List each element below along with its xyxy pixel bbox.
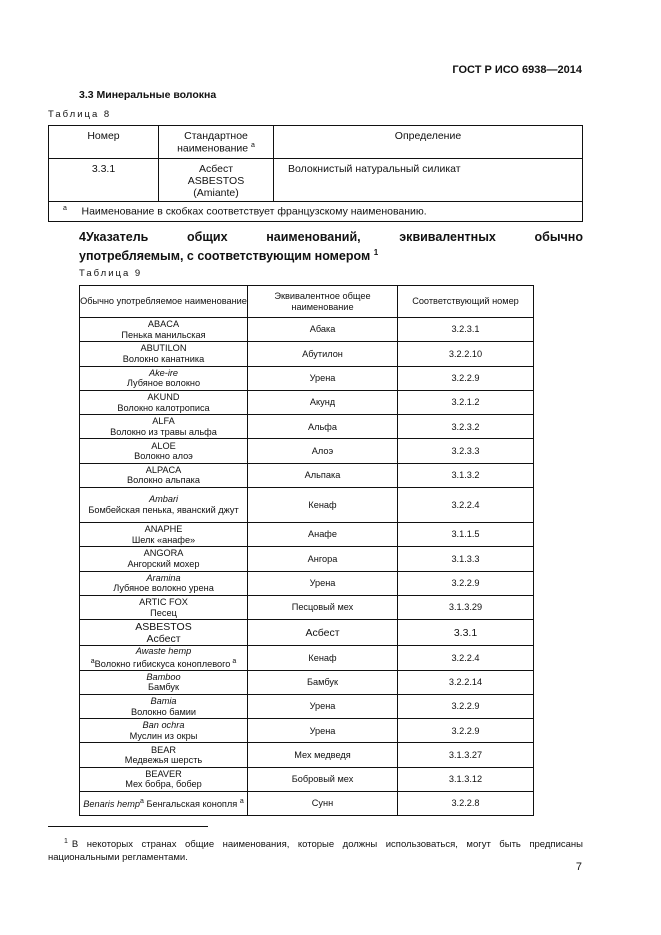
table8-cell-number: 3.3.1 <box>49 159 159 202</box>
table-row <box>80 719 534 743</box>
fiber-name-russian: Мех бобра, бобер <box>125 779 202 790</box>
table9-cell-number: 3.2.2.9 <box>398 719 534 743</box>
table8-caption: Таблица 8 <box>48 109 112 120</box>
fiber-name-latin: Ake-ire <box>148 367 179 378</box>
table9-cell-equivalent: Урена <box>248 571 398 595</box>
fiber-name-latin: ANGORA <box>143 548 184 559</box>
table9-cell-number: 3.2.2.4 <box>398 646 534 670</box>
section4-word-2: общих <box>186 230 228 244</box>
table-row <box>80 767 534 791</box>
footnote-text: В некоторых странах общие наименования, которые должны использоваться, могут быть предписаны национальными регламентами. <box>48 839 583 863</box>
table9-caption: Таблица 9 <box>79 268 143 279</box>
note-mark: a <box>139 798 144 806</box>
fiber-name-russian: Волокно гибискуса коноплевого <box>94 658 231 669</box>
fiber-name-russian: Ангорский мохер <box>127 559 200 570</box>
fiber-name-latin: BEAVER <box>145 768 182 779</box>
table9-header-usual-name: Обычно употребляемое наименование <box>80 286 248 318</box>
section4-word-1: Указатель <box>85 230 149 244</box>
table9-cell-number: 3.2.3.1 <box>398 318 534 342</box>
fiber-name-latin: ALFA <box>152 416 175 427</box>
table-row <box>80 523 534 547</box>
table-row <box>80 463 534 487</box>
table9-cell-equivalent: Урена <box>248 694 398 718</box>
table9-cell-usual-name <box>80 318 248 342</box>
fiber-name-russian: Волокно алоэ <box>134 451 193 462</box>
footnote <box>48 836 583 864</box>
fiber-name-latin: Bamia <box>150 695 177 706</box>
table8-name-ru: Асбест <box>198 163 234 175</box>
table9-cell-equivalent: Урена <box>248 366 398 390</box>
fiber-name-russian: Волокно бамии <box>130 706 197 717</box>
table9-cell-equivalent: Альпака <box>248 463 398 487</box>
table-row <box>80 318 534 342</box>
table-row <box>80 571 534 595</box>
table9-cell-number: 3.2.2.8 <box>398 792 534 816</box>
fiber-name-latin: ALPACA <box>145 464 182 475</box>
fiber-name-russian: Шелк «анафе» <box>131 534 196 545</box>
section4-number: 4 <box>79 230 86 244</box>
section-title-3-3: 3.3 Минеральные волокна <box>79 89 217 101</box>
table-row <box>80 670 534 694</box>
table-row <box>80 547 534 571</box>
fiber-name-russian: Лубяное волокно урена <box>113 583 214 594</box>
table9-cell-number: 3.2.2.10 <box>398 342 534 366</box>
table9-cell-usual-name <box>80 390 248 414</box>
table9-cell-equivalent: Бобровый мех <box>248 767 398 791</box>
note-mark: a <box>90 657 95 665</box>
table8-header-note-mark: a <box>251 142 255 149</box>
fiber-name-russian: Песец <box>150 607 177 618</box>
table9-cell-usual-name <box>80 792 248 816</box>
table9-cell-number: 3.2.2.14 <box>398 670 534 694</box>
table9-cell-usual-name <box>80 488 248 523</box>
table-row <box>80 743 534 767</box>
fiber-name-russian: Муслин из окры <box>129 730 198 741</box>
table9-cell-number: 3.1.3.12 <box>398 767 534 791</box>
fiber-name-russian: Бенгальская конопля <box>146 799 238 810</box>
table9-cell-number: 3.1.3.3 <box>398 547 534 571</box>
table9-cell-number: 3.2.2.9 <box>398 366 534 390</box>
table-row <box>80 620 534 646</box>
table8-cell-name <box>159 159 274 202</box>
table9-cell-number: 3.2.1.2 <box>398 390 534 414</box>
table9-cell-equivalent: Абутилон <box>248 342 398 366</box>
table9-cell-usual-name <box>80 415 248 439</box>
table9-cell-equivalent: Кенаф <box>248 488 398 523</box>
fiber-name-latin: Awaste hemp <box>135 646 192 657</box>
table-8 <box>48 125 583 222</box>
table8-cell-definition: Волокнистый натуральный силикат <box>274 159 583 202</box>
table-row <box>80 415 534 439</box>
table9-cell-equivalent: Бамбук <box>248 670 398 694</box>
section4-line2: употребляемым, с соответствующим номером <box>79 249 371 264</box>
table9-cell-number: 3.1.3.2 <box>398 463 534 487</box>
table-row <box>80 390 534 414</box>
table9-cell-equivalent: Кенаф <box>248 646 398 670</box>
table9-header-equivalent: Эквивалентное общее наименование <box>248 286 398 318</box>
table9-cell-usual-name <box>80 342 248 366</box>
table9-cell-equivalent: Альфа <box>248 415 398 439</box>
table8-note <box>49 202 583 222</box>
table9-cell-equivalent: Песцовый мех <box>248 595 398 619</box>
table8-header-standard-label: Стандартное наименование <box>177 130 249 155</box>
table-row <box>80 366 534 390</box>
fiber-name-latin: ARTIC FOX <box>139 597 188 608</box>
table9-cell-number: 3.1.3.27 <box>398 743 534 767</box>
table-row <box>80 342 534 366</box>
table9-header-number: Соответствующий номер <box>398 286 534 318</box>
fiber-name-russian: Медвежья шерсть <box>124 755 203 766</box>
table8-note-mark: a <box>63 205 67 212</box>
fiber-name-latin: Bamboo <box>146 671 181 682</box>
fiber-name-russian: Волокно калотрописа <box>117 402 210 413</box>
table9-cell-usual-name <box>80 670 248 694</box>
section4-word-4: эквивалентных <box>399 230 496 244</box>
table-9 <box>79 285 534 816</box>
footnote-ref: 1 <box>373 248 379 257</box>
table-row <box>80 488 534 523</box>
note-mark: a <box>239 798 244 806</box>
table9-cell-usual-name <box>80 595 248 619</box>
table9-cell-usual-name <box>80 620 248 646</box>
table9-cell-usual-name <box>80 767 248 791</box>
table8-note-text: Наименование в скобках соответствует французскому наименованию. <box>81 205 427 218</box>
table9-cell-number: 3.2.2.4 <box>398 488 534 523</box>
table9-cell-usual-name <box>80 439 248 463</box>
fiber-name-latin: ALOE <box>151 440 176 451</box>
fiber-name-russian: Асбест <box>146 632 181 645</box>
table9-cell-equivalent: Асбест <box>248 620 398 646</box>
table9-cell-number: 3.1.3.29 <box>398 595 534 619</box>
fiber-name-russian: Лубяное волокно <box>126 378 201 389</box>
table9-cell-equivalent: Алоэ <box>248 439 398 463</box>
table9-cell-equivalent: Акунд <box>248 390 398 414</box>
note-mark: a <box>232 657 237 665</box>
fiber-name-russian: Бомбейская пенька, яванский джут <box>88 505 239 516</box>
table9-cell-number: 3.2.3.3 <box>398 439 534 463</box>
fiber-name-russian: Пенька манильская <box>121 329 206 340</box>
table9-cell-usual-name <box>80 646 248 670</box>
table9-cell-number: 3.2.2.9 <box>398 571 534 595</box>
table-row <box>80 792 534 816</box>
table9-cell-equivalent: Ангора <box>248 547 398 571</box>
table9-cell-equivalent: Сунн <box>248 792 398 816</box>
fiber-name-russian: Волокно из травы альфа <box>110 426 217 437</box>
table-row <box>80 439 534 463</box>
fiber-name-russian: Волокно канатника <box>122 353 205 364</box>
table8-header-number: Номер <box>49 126 159 159</box>
fiber-name-latin: Ambari <box>148 494 179 505</box>
table9-cell-usual-name <box>80 571 248 595</box>
fiber-name-latin: Benaris hemp <box>83 799 140 810</box>
table9-cell-usual-name <box>80 366 248 390</box>
page-number: 7 <box>575 861 582 873</box>
table9-cell-number: 3.2.2.9 <box>398 694 534 718</box>
table8-name-fr: (Amiante) <box>193 187 239 199</box>
table8-header-standard-name <box>159 126 274 159</box>
footnote-mark: 1 <box>64 838 68 845</box>
table9-cell-usual-name <box>80 547 248 571</box>
section-title-4 <box>79 229 583 264</box>
table9-cell-usual-name <box>80 719 248 743</box>
table-row <box>80 595 534 619</box>
table9-cell-equivalent: Урена <box>248 719 398 743</box>
table8-name-en: ASBESTOS <box>187 175 245 187</box>
table9-cell-number: 3.2.3.2 <box>398 415 534 439</box>
fiber-name-latin: Ban ochra <box>142 720 185 731</box>
table9-cell-usual-name <box>80 463 248 487</box>
table9-cell-usual-name <box>80 694 248 718</box>
fiber-name-latin: ABUTILON <box>140 343 187 354</box>
fiber-name-latin: ABACA <box>147 319 180 330</box>
table9-cell-number: 3.1.1.5 <box>398 523 534 547</box>
table9-cell-equivalent: Мех медведя <box>248 743 398 767</box>
table8-header-definition: Определение <box>274 126 583 159</box>
table9-cell-usual-name <box>80 743 248 767</box>
table-row <box>80 646 534 670</box>
table9-cell-usual-name <box>80 523 248 547</box>
section4-word-3: наименований, <box>266 230 361 244</box>
footnote-divider <box>48 826 208 827</box>
table9-cell-equivalent: Абака <box>248 318 398 342</box>
fiber-name-latin: ASBESTOS <box>135 620 192 633</box>
table9-cell-equivalent: Анафе <box>248 523 398 547</box>
table-row <box>80 694 534 718</box>
fiber-name-latin: AKUND <box>147 391 180 402</box>
fiber-name-latin: ANAPHE <box>144 524 183 535</box>
fiber-name-russian: Волокно альпака <box>126 475 201 486</box>
fiber-name-latin: BEAR <box>150 744 177 755</box>
table9-cell-number: 3.3.1 <box>398 620 534 646</box>
document-code: ГОСТ Р ИСО 6938—2014 <box>452 64 582 76</box>
fiber-name-latin: Aramina <box>146 572 181 583</box>
section4-word-5: обычно <box>534 230 583 244</box>
fiber-name-russian: Бамбук <box>147 682 180 693</box>
